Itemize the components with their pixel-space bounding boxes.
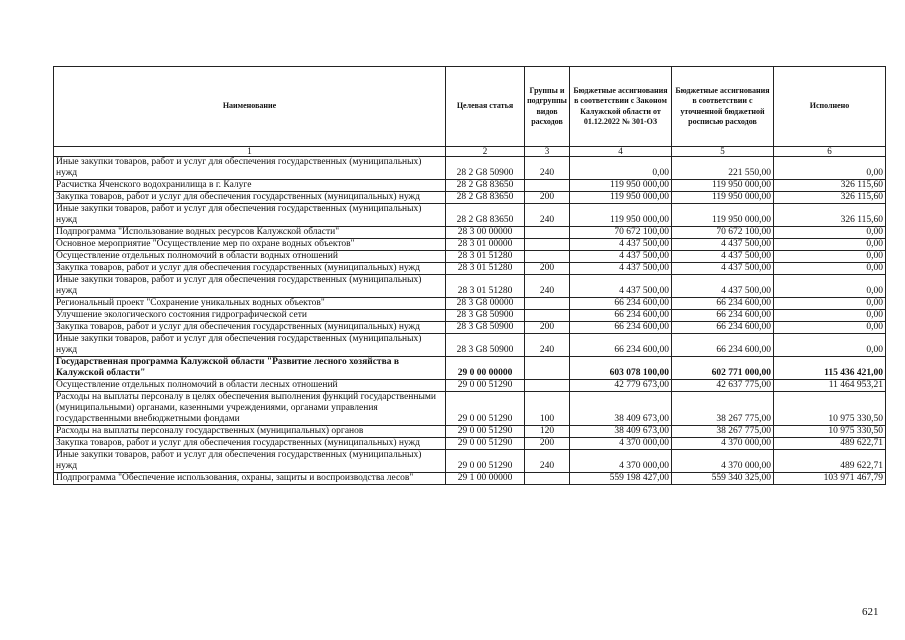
expense-group xyxy=(525,239,570,251)
law-allocation: 4 437 500,00 xyxy=(570,251,672,263)
law-allocation: 38 409 673,00 xyxy=(570,392,672,426)
target-article: 28 3 01 51280 xyxy=(446,275,525,298)
law-allocation: 66 234 600,00 xyxy=(570,322,672,334)
law-allocation: 119 950 000,00 xyxy=(570,180,672,192)
row-name: Иные закупки товаров, работ и услуг для обеспечения государственных (муниципальных) нужд xyxy=(54,204,446,227)
law-allocation: 38 409 673,00 xyxy=(570,426,672,438)
expense-group xyxy=(525,310,570,322)
refined-allocation: 66 234 600,00 xyxy=(672,322,774,334)
executed-amount: 0,00 xyxy=(774,310,886,322)
law-allocation: 4 437 500,00 xyxy=(570,263,672,275)
row-name: Иные закупки товаров, работ и услуг для обеспечения государственных (муниципальных) нужд xyxy=(54,157,446,180)
target-article: 28 2 G8 83650 xyxy=(446,192,525,204)
expense-group: 240 xyxy=(525,334,570,357)
column-number: 2 xyxy=(446,147,525,157)
refined-allocation: 119 950 000,00 xyxy=(672,180,774,192)
law-allocation: 4 437 500,00 xyxy=(570,239,672,251)
table-row xyxy=(54,192,886,204)
table-row xyxy=(54,392,886,426)
executed-amount: 326 115,60 xyxy=(774,180,886,192)
executed-amount: 10 975 330,50 xyxy=(774,426,886,438)
refined-allocation: 602 771 000,00 xyxy=(672,357,774,380)
row-name: Расходы на выплаты персоналу в целях обеспечения выполнения функций государственными (муниципальными) органами, казенными учреждениями, органами управления государственными внебюджетными фондами xyxy=(54,392,446,426)
executed-amount: 326 115,60 xyxy=(774,192,886,204)
executed-amount: 115 436 421,00 xyxy=(774,357,886,380)
target-article: 28 2 G8 50900 xyxy=(446,157,525,180)
law-allocation: 4 370 000,00 xyxy=(570,450,672,473)
target-article: 29 0 00 51290 xyxy=(446,380,525,392)
row-name: Закупка товаров, работ и услуг для обеспечения государственных (муниципальных) нужд xyxy=(54,192,446,204)
table-row xyxy=(54,239,886,251)
expense-group: 200 xyxy=(525,192,570,204)
refined-allocation: 66 234 600,00 xyxy=(672,310,774,322)
expense-group xyxy=(525,357,570,380)
expense-group: 200 xyxy=(525,263,570,275)
refined-allocation: 70 672 100,00 xyxy=(672,227,774,239)
expense-group: 240 xyxy=(525,275,570,298)
row-name: Закупка товаров, работ и услуг для обеспечения государственных (муниципальных) нужд xyxy=(54,438,446,450)
table-row xyxy=(54,334,886,357)
executed-amount: 0,00 xyxy=(774,298,886,310)
refined-allocation: 119 950 000,00 xyxy=(672,204,774,227)
target-article: 28 3 01 00000 xyxy=(446,239,525,251)
law-allocation: 603 078 100,00 xyxy=(570,357,672,380)
executed-amount: 0,00 xyxy=(774,322,886,334)
table-row xyxy=(54,473,886,485)
executed-amount: 0,00 xyxy=(774,157,886,180)
law-allocation: 0,00 xyxy=(570,157,672,180)
header-name: Наименование xyxy=(54,67,446,147)
table-body xyxy=(54,157,886,485)
law-allocation: 70 672 100,00 xyxy=(570,227,672,239)
law-allocation: 66 234 600,00 xyxy=(570,310,672,322)
executed-amount: 0,00 xyxy=(774,227,886,239)
target-article: 29 0 00 51290 xyxy=(446,438,525,450)
table-row xyxy=(54,157,886,180)
page-number: 621 xyxy=(862,606,879,618)
target-article: 28 3 00 00000 xyxy=(446,227,525,239)
table-row xyxy=(54,263,886,275)
executed-amount: 11 464 953,21 xyxy=(774,380,886,392)
expense-group xyxy=(525,251,570,263)
column-number: 6 xyxy=(774,147,886,157)
law-allocation: 66 234 600,00 xyxy=(570,334,672,357)
refined-allocation: 4 437 500,00 xyxy=(672,239,774,251)
row-name: Расходы на выплаты персоналу государственных (муниципальных) органов xyxy=(54,426,446,438)
refined-allocation: 4 370 000,00 xyxy=(672,438,774,450)
expense-group: 120 xyxy=(525,426,570,438)
expense-group: 200 xyxy=(525,322,570,334)
header-refined-allocation: Бюджетные ассигнования в соответствии с уточненной бюджетной росписью расходов xyxy=(672,67,774,147)
table-row xyxy=(54,227,886,239)
expense-group xyxy=(525,298,570,310)
target-article: 28 3 01 51280 xyxy=(446,251,525,263)
column-number: 3 xyxy=(525,147,570,157)
table-row xyxy=(54,450,886,473)
row-name: Иные закупки товаров, работ и услуг для обеспечения государственных (муниципальных) нужд xyxy=(54,275,446,298)
row-name: Осуществление отдельных полномочий в области лесных отношений xyxy=(54,380,446,392)
refined-allocation: 4 437 500,00 xyxy=(672,251,774,263)
target-article: 29 0 00 51290 xyxy=(446,392,525,426)
refined-allocation: 42 637 775,00 xyxy=(672,380,774,392)
target-article: 28 3 01 51280 xyxy=(446,263,525,275)
row-name: Иные закупки товаров, работ и услуг для обеспечения государственных (муниципальных) нужд xyxy=(54,334,446,357)
expense-group: 240 xyxy=(525,450,570,473)
refined-allocation: 4 370 000,00 xyxy=(672,450,774,473)
target-article: 29 0 00 51290 xyxy=(446,426,525,438)
row-name: Осуществление отдельных полномочий в области водных отношений xyxy=(54,251,446,263)
target-article: 28 2 G8 83650 xyxy=(446,180,525,192)
table-row xyxy=(54,310,886,322)
executed-amount: 0,00 xyxy=(774,251,886,263)
target-article: 28 3 G8 50900 xyxy=(446,322,525,334)
table-row xyxy=(54,426,886,438)
column-number: 5 xyxy=(672,147,774,157)
target-article: 29 1 00 00000 xyxy=(446,473,525,485)
expense-group xyxy=(525,227,570,239)
executed-amount: 489 622,71 xyxy=(774,438,886,450)
header-group: Группы и подгруппы видов расходов xyxy=(525,67,570,147)
column-number-row xyxy=(54,147,886,157)
budget-table xyxy=(53,66,886,485)
expense-group: 100 xyxy=(525,392,570,426)
refined-allocation: 119 950 000,00 xyxy=(672,192,774,204)
row-name: Расчистка Яченского водохранилища в г. Калуге xyxy=(54,180,446,192)
target-article: 29 0 00 51290 xyxy=(446,450,525,473)
table-header-row xyxy=(54,67,886,147)
refined-allocation: 221 550,00 xyxy=(672,157,774,180)
row-name: Закупка товаров, работ и услуг для обеспечения государственных (муниципальных) нужд xyxy=(54,322,446,334)
table-row xyxy=(54,180,886,192)
refined-allocation: 38 267 775,00 xyxy=(672,426,774,438)
table-row xyxy=(54,251,886,263)
executed-amount: 0,00 xyxy=(774,334,886,357)
table-row xyxy=(54,204,886,227)
expense-group: 240 xyxy=(525,204,570,227)
row-name: Улучшение экологического состояния гидрографической сети xyxy=(54,310,446,322)
law-allocation: 42 779 673,00 xyxy=(570,380,672,392)
header-code: Целевая статья xyxy=(446,67,525,147)
expense-group xyxy=(525,180,570,192)
law-allocation: 66 234 600,00 xyxy=(570,298,672,310)
executed-amount: 489 622,71 xyxy=(774,450,886,473)
table-row xyxy=(54,275,886,298)
table-row xyxy=(54,380,886,392)
expense-group: 240 xyxy=(525,157,570,180)
column-number: 1 xyxy=(54,147,446,157)
executed-amount: 103 971 467,79 xyxy=(774,473,886,485)
executed-amount: 0,00 xyxy=(774,239,886,251)
table-row xyxy=(54,322,886,334)
row-name: Закупка товаров, работ и услуг для обеспечения государственных (муниципальных) нужд xyxy=(54,263,446,275)
row-name: Подпрограмма "Обеспечение использования, охраны, защиты и воспроизводства лесов" xyxy=(54,473,446,485)
law-allocation: 4 437 500,00 xyxy=(570,275,672,298)
row-name: Основное мероприятие "Осуществление мер по охране водных объектов" xyxy=(54,239,446,251)
executed-amount: 0,00 xyxy=(774,263,886,275)
table-row xyxy=(54,298,886,310)
column-number: 4 xyxy=(570,147,672,157)
row-name: Государственная программа Калужской области "Развитие лесного хозяйства в Калужской области" xyxy=(54,357,446,380)
table-row xyxy=(54,438,886,450)
law-allocation: 559 198 427,00 xyxy=(570,473,672,485)
law-allocation: 119 950 000,00 xyxy=(570,192,672,204)
target-article: 28 3 G8 50900 xyxy=(446,334,525,357)
target-article: 28 2 G8 83650 xyxy=(446,204,525,227)
refined-allocation: 38 267 775,00 xyxy=(672,392,774,426)
refined-allocation: 4 437 500,00 xyxy=(672,275,774,298)
executed-amount: 0,00 xyxy=(774,275,886,298)
law-allocation: 119 950 000,00 xyxy=(570,204,672,227)
row-name: Подпрограмма "Использование водных ресурсов Калужской области" xyxy=(54,227,446,239)
executed-amount: 10 975 330,50 xyxy=(774,392,886,426)
header-law-allocation: Бюджетные ассигнования в соответствии с Законом Калужской области от 01.12.2022 № 301-ОЗ xyxy=(570,67,672,147)
target-article: 29 0 00 00000 xyxy=(446,357,525,380)
row-name: Региональный проект "Сохранение уникальных водных объектов" xyxy=(54,298,446,310)
refined-allocation: 559 340 325,00 xyxy=(672,473,774,485)
row-name: Иные закупки товаров, работ и услуг для обеспечения государственных (муниципальных) нужд xyxy=(54,450,446,473)
table-row xyxy=(54,357,886,380)
refined-allocation: 4 437 500,00 xyxy=(672,263,774,275)
refined-allocation: 66 234 600,00 xyxy=(672,334,774,357)
expense-group xyxy=(525,473,570,485)
refined-allocation: 66 234 600,00 xyxy=(672,298,774,310)
header-executed: Исполнено xyxy=(774,67,886,147)
expense-group xyxy=(525,380,570,392)
target-article: 28 3 G8 00000 xyxy=(446,298,525,310)
law-allocation: 4 370 000,00 xyxy=(570,438,672,450)
executed-amount: 326 115,60 xyxy=(774,204,886,227)
target-article: 28 3 G8 50900 xyxy=(446,310,525,322)
expense-group: 200 xyxy=(525,438,570,450)
